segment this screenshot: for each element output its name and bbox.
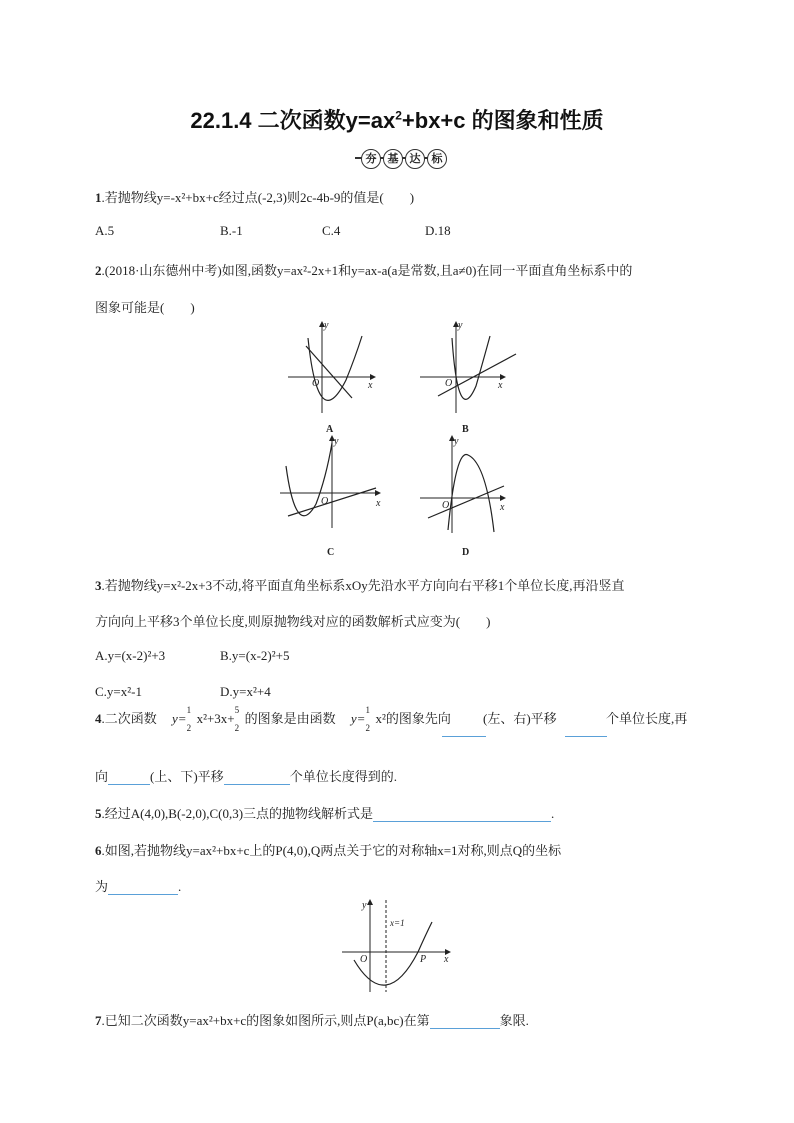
svg-text:y: y bbox=[362, 900, 367, 911]
question-1: 1.若抛物线y=-x²+bx+c经过点(-2,3)则2c-4b-9的值是( ) bbox=[95, 190, 415, 205]
question-7: 7.已知二次函数y=ax²+bx+c的图象如图所示,则点P(a,bc)在第 象限. bbox=[95, 1013, 529, 1028]
svg-text:x: x bbox=[444, 954, 449, 965]
q1-option-c: C.4 bbox=[322, 223, 341, 238]
question-4: 4.二次函数 y= 1 2 x²+3x+ 5 2 的图象是由函数 y= 1 2 x²的图象先向 bbox=[95, 705, 451, 733]
q1-option-d: D.18 bbox=[425, 223, 451, 238]
graph-b bbox=[420, 320, 516, 435]
svg-text:O: O bbox=[442, 500, 450, 511]
svg-text:C: C bbox=[327, 547, 335, 558]
q2-graphs bbox=[280, 318, 520, 563]
svg-text:O: O bbox=[445, 378, 453, 389]
question-3-line2: 方向向上平移3个单位长度,则原抛物线对应的函数解析式应变为( ) bbox=[95, 614, 491, 629]
question-2: 2.(2018·山东德州中考)如图,函数y=ax²-2x+1和y=ax-a(a是常数,且a≠0)在同一平面直角坐标系中的 bbox=[95, 263, 633, 278]
q3-option-d: D.y=x²+4 bbox=[220, 684, 271, 699]
q6-answer-blank[interactable] bbox=[108, 880, 178, 895]
svg-text:A: A bbox=[326, 424, 334, 435]
q4-text-lr: (左、右)平移 bbox=[483, 711, 557, 726]
q4-blank-direction-ud[interactable] bbox=[108, 770, 150, 785]
svg-text:x: x bbox=[500, 502, 505, 513]
question-2-line2: 图象可能是( ) bbox=[95, 300, 195, 315]
graph-d bbox=[420, 436, 505, 558]
q6-graph bbox=[340, 896, 455, 996]
graph-a bbox=[288, 320, 375, 435]
q1-option-a: A.5 bbox=[95, 223, 115, 238]
svg-text:O: O bbox=[360, 954, 368, 965]
svg-text:x=1: x=1 bbox=[390, 918, 405, 928]
graph-c bbox=[280, 436, 381, 558]
svg-text:y: y bbox=[324, 320, 329, 331]
svg-text:O: O bbox=[312, 378, 320, 389]
svg-text:D: D bbox=[462, 547, 470, 558]
svg-text:x: x bbox=[376, 498, 381, 509]
q4-blank-direction-lr[interactable] bbox=[442, 720, 486, 737]
question-3: 3.若抛物线y=x²-2x+3不动,将平面直角坐标系xOy先沿水平方向向右平移1个单位长度,再沿竖直 bbox=[95, 578, 625, 593]
q3-option-c: C.y=x²-1 bbox=[95, 684, 142, 699]
svg-text:y: y bbox=[454, 436, 459, 447]
svg-text:y: y bbox=[334, 436, 339, 447]
badge-char: 标 bbox=[427, 149, 447, 169]
page-title: 22.1.4 二次函数$y=ax^2+bx+c$ 的图象和性质 bbox=[190, 108, 604, 133]
svg-text:x: x bbox=[368, 380, 373, 391]
q3-option-b: B.y=(x-2)²+5 bbox=[220, 648, 290, 663]
question-5: 5.经过A(4,0),B(-2,0),C(0,3)三点的抛物线解析式是 . bbox=[95, 806, 555, 821]
badge-char: 基 bbox=[383, 149, 403, 169]
q4-text-units: 个单位长度,再 bbox=[606, 711, 688, 726]
q1-option-b: B.-1 bbox=[220, 223, 243, 238]
q3-option-a: A.y=(x-2)²+3 bbox=[95, 648, 166, 663]
q4-blank-units-2[interactable] bbox=[224, 770, 290, 785]
svg-text:x: x bbox=[498, 380, 503, 391]
svg-text:y: y bbox=[458, 320, 463, 331]
question-6-line2: 为 . bbox=[95, 879, 182, 894]
question-6: 6.如图,若抛物线y=ax²+bx+c上的P(4,0),Q两点关于它的对称轴x=1对称,则点Q的坐标 bbox=[95, 843, 562, 858]
q5-answer-blank[interactable] bbox=[373, 807, 551, 822]
question-4-line2: 向 (上、下)平移 个单位长度得到的. bbox=[95, 769, 397, 784]
badge-char: 达 bbox=[405, 149, 425, 169]
section-badge bbox=[355, 149, 443, 167]
q7-answer-blank[interactable] bbox=[430, 1014, 500, 1029]
svg-text:B: B bbox=[462, 424, 469, 435]
q4-blank-units-1[interactable] bbox=[565, 720, 607, 737]
badge-char: 夯 bbox=[361, 149, 381, 169]
svg-text:O: O bbox=[321, 496, 329, 507]
svg-text:P: P bbox=[420, 954, 427, 965]
